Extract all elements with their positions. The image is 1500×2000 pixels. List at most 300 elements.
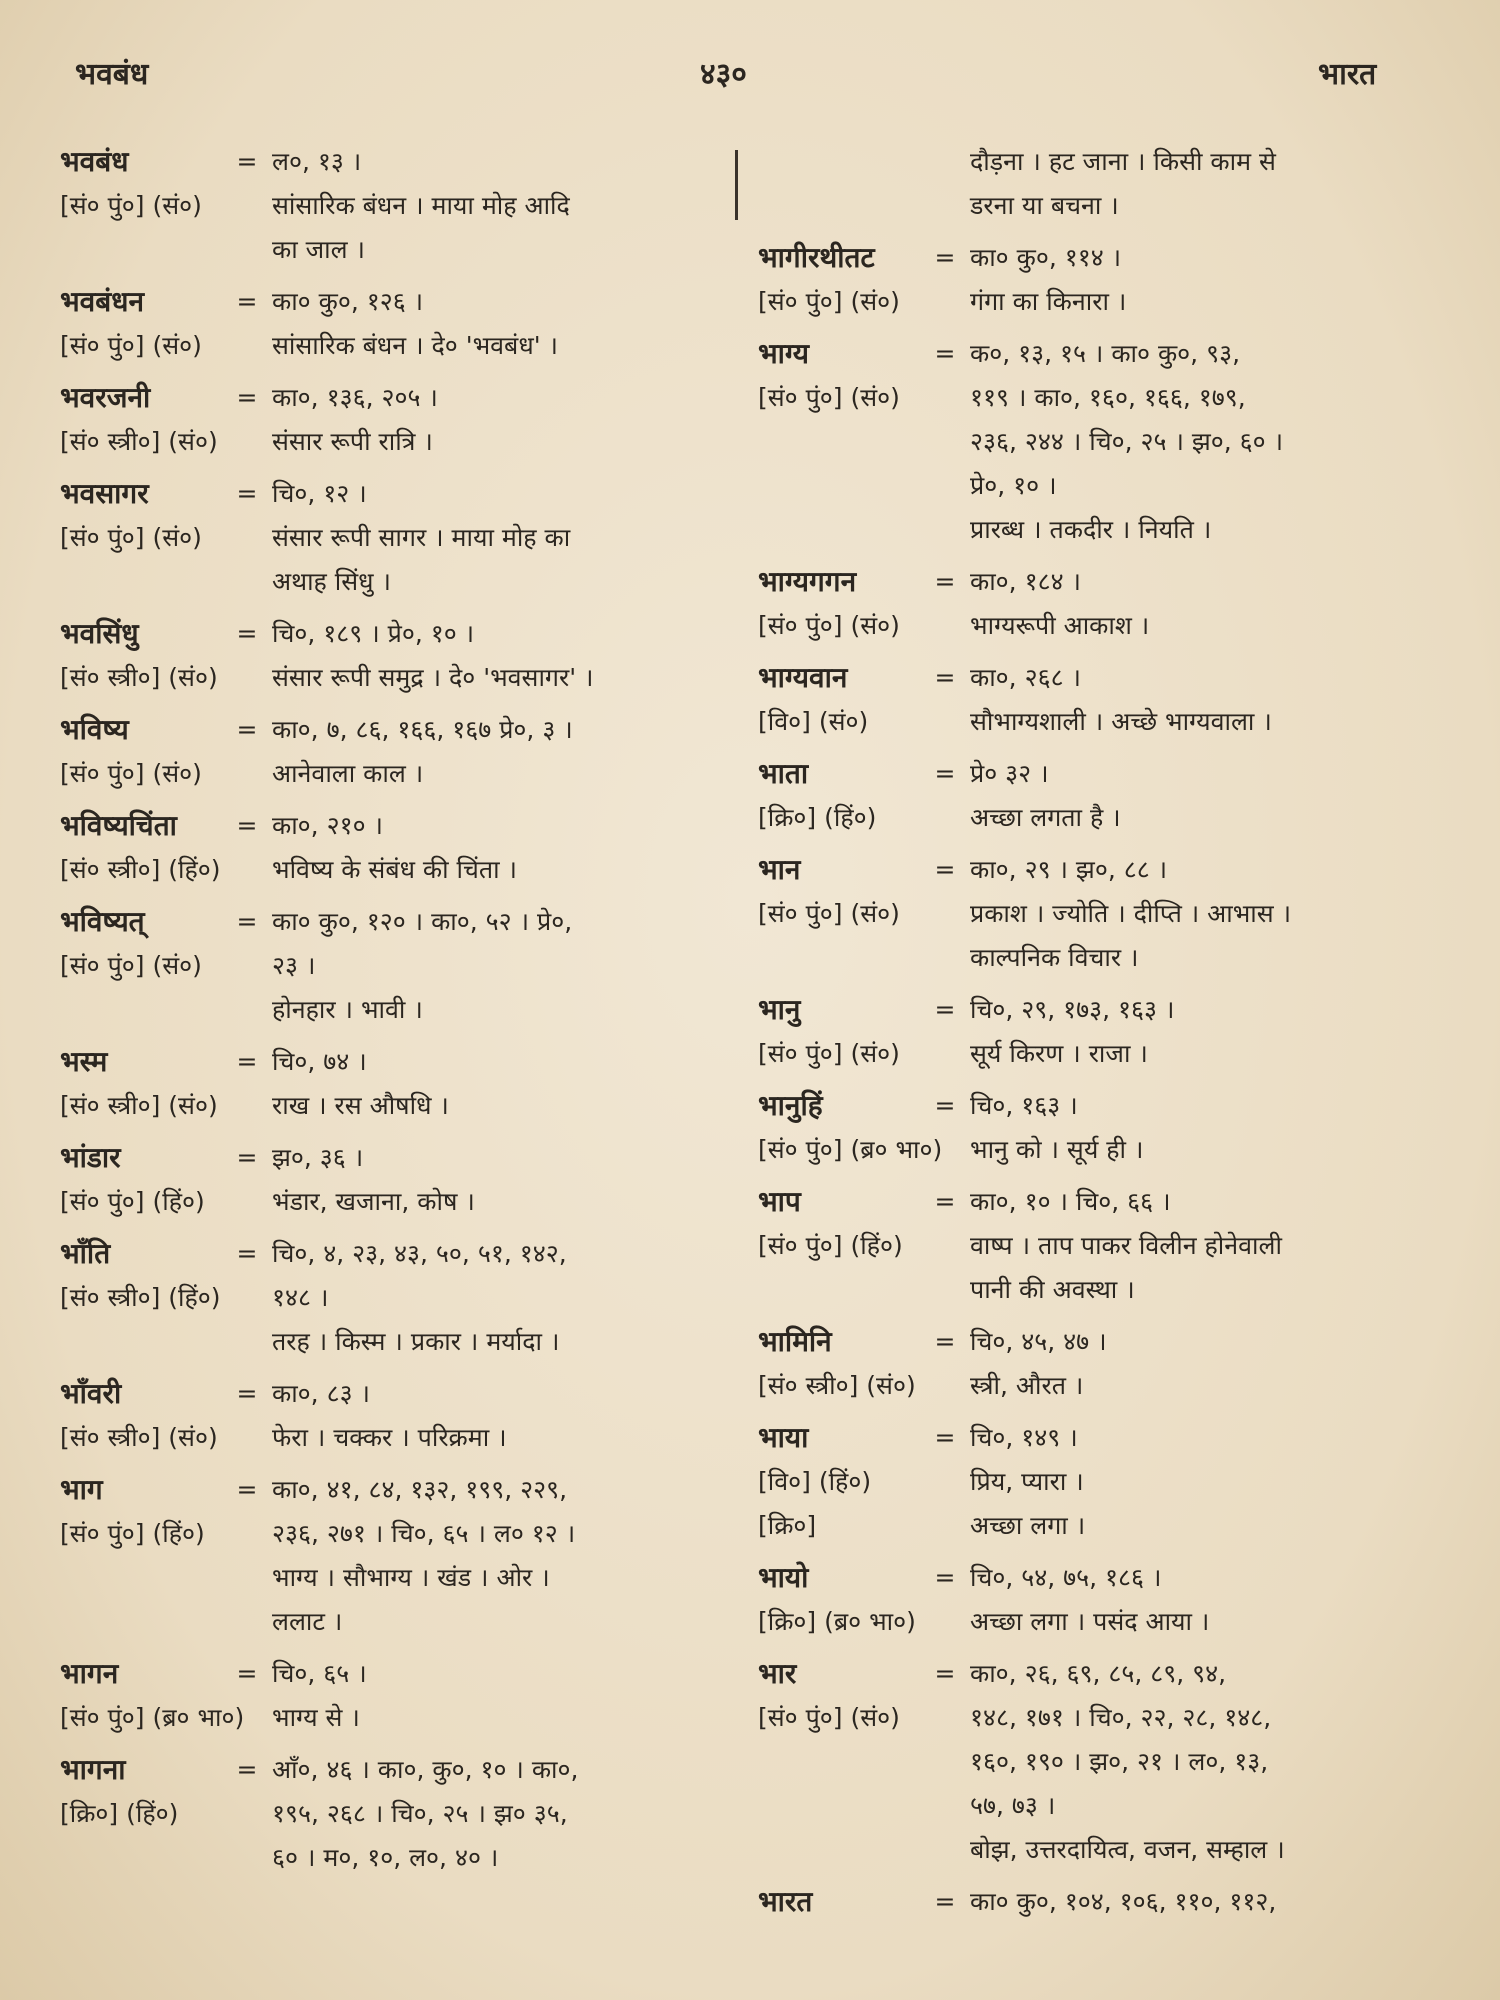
dictionary-entry (758, 332, 1423, 552)
dictionary-entry (60, 1232, 725, 1364)
entry-line (60, 1416, 725, 1460)
entry-line (60, 1180, 725, 1224)
references: चि०, २९, १७३, १६३ । (970, 995, 1175, 1024)
grammar-tag: [क्रि०] (हिं०) (758, 803, 877, 832)
entry-label (60, 1136, 272, 1180)
references: का०, २९ । झ०, ८८ । (970, 855, 1168, 884)
references: चि०, ५४, ७५, १८६ । (970, 1563, 1162, 1592)
dictionary-entry (60, 804, 725, 892)
entry-line (60, 708, 725, 752)
dictionary-entry (60, 900, 725, 1032)
equals-sign: = (934, 1563, 956, 1592)
equals-sign: = (236, 715, 258, 744)
definition-text: अच्छा लगता है । (970, 803, 1121, 832)
entry-line (60, 1040, 725, 1084)
equals-sign (930, 1268, 960, 1312)
entry-label (758, 1784, 970, 1828)
equals-sign: = (934, 1887, 956, 1916)
equals-sign (930, 796, 960, 840)
equals-sign (232, 516, 262, 560)
entry-label (758, 508, 970, 552)
headword: भानुहिं (758, 1089, 823, 1122)
dictionary-entry (60, 472, 725, 604)
headword: भानु (758, 993, 801, 1026)
definition-text: डरना या बचना । (970, 191, 1119, 220)
entry-line (60, 1084, 725, 1128)
references: का०, १० । चि०, ६६ । (970, 1187, 1171, 1216)
definition-text: २३ । (272, 951, 316, 980)
equals-sign (930, 420, 960, 464)
equals-sign: = (934, 243, 956, 272)
references: चि०, ७४ । (272, 1047, 367, 1076)
equals-sign: = (934, 567, 956, 596)
dictionary-entry (758, 1880, 1423, 1924)
entry-line (60, 804, 725, 848)
references: प्रे० ३२ । (970, 759, 1049, 788)
entry-line (60, 1600, 725, 1644)
entry-label (60, 1556, 272, 1600)
entry-line (758, 560, 1423, 604)
definition-text: अथाह सिंधु । (272, 567, 391, 596)
definition-text: काल्पनिक विचार । (970, 943, 1139, 972)
entry-line (758, 1180, 1423, 1224)
entry-line (60, 1320, 725, 1364)
entry-label (60, 900, 272, 944)
grammar-tag: [सं० स्त्री०] (हिं०) (60, 1283, 221, 1312)
equals-sign: = (934, 339, 956, 368)
headword: भाग्यवान (758, 661, 848, 694)
column-rule (735, 150, 738, 220)
entry-label (758, 988, 970, 1032)
entry-line (60, 280, 725, 324)
grammar-tag: [क्रि०] (हिं०) (60, 1799, 179, 1828)
entry-label (60, 184, 272, 228)
entry-label (60, 140, 272, 184)
equals-sign (930, 376, 960, 420)
grammar-tag: [सं० स्त्री०] (सं०) (60, 427, 218, 456)
entry-label (60, 324, 272, 368)
equals-sign (930, 508, 960, 552)
dictionary-entry (758, 988, 1423, 1076)
entry-label (60, 1468, 272, 1512)
entry-label (758, 280, 970, 324)
entry-line (758, 1364, 1423, 1408)
equals-sign (930, 1460, 960, 1504)
entry-label (60, 1652, 272, 1696)
definition-text: संसार रूपी रात्रि । (272, 427, 433, 456)
references: ल०, १३ । (272, 147, 362, 176)
entry-line (758, 1828, 1423, 1872)
entry-label (758, 1128, 970, 1172)
dictionary-entry (60, 1652, 725, 1740)
entry-line (60, 376, 725, 420)
definition-text: तरह । किस्म । प्रकार । मर्यादा । (272, 1327, 560, 1356)
definition-text: सांसारिक बंधन । माया मोह आदि (272, 191, 570, 220)
entry-label (60, 1180, 272, 1224)
definition-text: १९५, २६८ । चि०, २५ । झ० ३५, (272, 1799, 568, 1828)
entry-line (60, 656, 725, 700)
entry-line (758, 1696, 1423, 1740)
entry-line (60, 944, 725, 988)
entry-line (60, 1556, 725, 1600)
dictionary-entry (60, 1136, 725, 1224)
entry-label (60, 1084, 272, 1128)
dictionary-entry (758, 848, 1423, 980)
entry-line (758, 892, 1423, 936)
dictionary-entry (60, 708, 725, 796)
entry-line (60, 752, 725, 796)
equals-sign (232, 1600, 262, 1644)
references: का०, ४१, ८४, १३२, १९९, २२९, (272, 1475, 568, 1504)
equals-sign: = (934, 1423, 956, 1452)
equals-sign (930, 936, 960, 980)
equals-sign (930, 1032, 960, 1076)
entry-label (758, 936, 970, 980)
definition-text: भानु को । सूर्य ही । (970, 1135, 1144, 1164)
headword: भाग्य (758, 337, 810, 370)
definition-text: १४८ । (272, 1283, 329, 1312)
entry-line (60, 1748, 725, 1792)
definition-text: ११९ । का०, १६०, १६६, १७९, (970, 383, 1246, 412)
headword: भारत (758, 1885, 813, 1918)
entry-line (758, 988, 1423, 1032)
definition-text: भाग्यरूपी आकाश । (970, 611, 1150, 640)
grammar-tag: [सं० पुं०] (सं०) (60, 759, 202, 788)
entry-label (60, 1416, 272, 1460)
grammar-tag: [सं० स्त्री०] (सं०) (60, 1423, 218, 1452)
equals-sign: = (934, 995, 956, 1024)
entry-line (758, 936, 1423, 980)
references: चि०, १४९ । (970, 1423, 1078, 1452)
equals-sign (232, 1276, 262, 1320)
definition-text: अच्छा लगा । (970, 1511, 1086, 1540)
definition-text: फेरा । चक्कर । परिक्रमा । (272, 1423, 507, 1452)
equals-sign (930, 1364, 960, 1408)
entry-label (60, 1512, 272, 1556)
entry-line (758, 280, 1423, 324)
equals-sign (930, 1696, 960, 1740)
headword: भविष्यचिंता (60, 809, 177, 842)
headword: भवबंधन (60, 285, 145, 318)
entry-label (60, 848, 272, 892)
dictionary-entry (758, 1180, 1423, 1312)
definition-text: होनहार । भावी । (272, 995, 423, 1024)
headword: भामिनि (758, 1325, 832, 1358)
entry-label (758, 1460, 970, 1504)
entry-label (60, 1232, 272, 1276)
dictionary-entry (60, 1468, 725, 1644)
definition-text: आनेवाला काल । (272, 759, 424, 788)
entry-label (60, 804, 272, 848)
dictionary-entry (60, 1372, 725, 1460)
headword: भार (758, 1657, 797, 1690)
entry-line (60, 184, 725, 228)
definition-text: २३६, २४४ । चि०, २५ । झ०, ६० । (970, 427, 1284, 456)
grammar-tag: [सं० पुं०] (सं०) (60, 331, 202, 360)
equals-sign (232, 1512, 262, 1556)
entry-line (60, 560, 725, 604)
headword: भाग (60, 1473, 103, 1506)
grammar-tag: [सं० पुं०] (ब्र० भा०) (60, 1703, 245, 1732)
entry-label (60, 420, 272, 464)
dictionary-entry (60, 376, 725, 464)
grammar-tag: [सं० पुं०] (सं०) (758, 611, 900, 640)
definition-text: भाग्य । सौभाग्य । खंड । ओर । (272, 1563, 550, 1592)
entry-label (758, 604, 970, 648)
entry-line (758, 1784, 1423, 1828)
entry-line (758, 1556, 1423, 1600)
definition-text: सूर्य किरण । राजा । (970, 1039, 1148, 1068)
definition-text: अच्छा लगा । पसंद आया । (970, 1607, 1210, 1636)
running-head-left: भवबंध (75, 57, 149, 92)
entry-line (758, 332, 1423, 376)
right-column (758, 140, 1423, 1932)
definition-text: भविष्य के संबंध की चिंता । (272, 855, 518, 884)
headword: भाँवरी (60, 1377, 122, 1410)
headword: भवबंध (60, 145, 129, 178)
grammar-tag: [सं० स्त्री०] (सं०) (60, 663, 218, 692)
equals-sign (232, 184, 262, 228)
entry-label (60, 1600, 272, 1644)
entry-line (758, 848, 1423, 892)
definition-text: प्रकाश । ज्योति । दीप्ति । आभास । (970, 899, 1292, 928)
entry-label (758, 1828, 970, 1872)
entry-line (60, 1232, 725, 1276)
equals-sign (930, 184, 960, 228)
dictionary-entry (60, 612, 725, 700)
entry-line (60, 420, 725, 464)
definition-text: ५७, ७३ । (970, 1791, 1056, 1820)
entry-label (60, 1276, 272, 1320)
entry-line (758, 1268, 1423, 1312)
entry-label (60, 560, 272, 604)
references: चि०, ६५ । (272, 1659, 367, 1688)
entry-label (758, 848, 970, 892)
references: चि०, ४, २३, ४३, ५०, ५१, १४२, (272, 1239, 567, 1268)
equals-sign (930, 700, 960, 744)
equals-sign: = (236, 907, 258, 936)
entry-line (758, 1084, 1423, 1128)
entry-label (758, 1268, 970, 1312)
entry-line (758, 508, 1423, 552)
entry-label (758, 140, 970, 184)
entry-line (758, 604, 1423, 648)
equals-sign (930, 1224, 960, 1268)
entry-label (758, 1652, 970, 1696)
definition-text: राख । रस औषधि । (272, 1091, 449, 1120)
entry-label (758, 752, 970, 796)
equals-sign: = (236, 1143, 258, 1172)
definition-text: संसार रूपी समुद्र । दे० 'भवसागर' । (272, 663, 594, 692)
definition-text: वाष्प । ताप पाकर विलीन होनेवाली (970, 1231, 1282, 1260)
headword: भान (758, 853, 801, 886)
references: चि०, १८९ । प्रे०, १० । (272, 619, 475, 648)
equals-sign: = (934, 663, 956, 692)
headword: भायो (758, 1561, 809, 1594)
equals-sign (232, 324, 262, 368)
equals-sign (232, 1792, 262, 1836)
headword: भागीरथीतट (758, 241, 875, 274)
equals-sign: = (934, 1187, 956, 1216)
grammar-tag: [सं० पुं०] (सं०) (758, 287, 900, 316)
entry-label (758, 184, 970, 228)
entry-line (758, 1416, 1423, 1460)
dictionary-entry (758, 752, 1423, 840)
equals-sign (244, 1696, 262, 1740)
grammar-tag: [सं० पुं०] (ब्र० भा०) (758, 1135, 943, 1164)
entry-line (758, 656, 1423, 700)
entry-label (758, 1696, 970, 1740)
entry-label (758, 420, 970, 464)
entry-label (60, 280, 272, 324)
equals-sign (232, 1416, 262, 1460)
entry-label (60, 708, 272, 752)
equals-sign (930, 140, 960, 184)
grammar-tag: [सं० पुं०] (सं०) (60, 951, 202, 980)
dictionary-entry (758, 140, 1423, 228)
equals-sign (930, 464, 960, 508)
entry-label (758, 1504, 970, 1548)
entry-line (60, 516, 725, 560)
equals-sign: = (934, 855, 956, 884)
equals-sign (232, 848, 262, 892)
grammar-tag: [सं० स्त्री०] (सं०) (60, 1091, 218, 1120)
entry-label (60, 1836, 272, 1880)
references: चि०, ४५, ४७ । (970, 1327, 1107, 1356)
equals-sign: = (236, 1659, 258, 1688)
definition-text: ललाट । (272, 1607, 343, 1636)
definition-text: १४८, १७१ । चि०, २२, २८, १४८, (970, 1703, 1272, 1732)
grammar-tag: [सं० स्त्री०] (हिं०) (60, 855, 221, 884)
entry-line (758, 420, 1423, 464)
references: चि०, १६३ । (970, 1091, 1078, 1120)
entry-line (60, 1136, 725, 1180)
entry-label (60, 1748, 272, 1792)
references: का०, ७, ८६, १६६, १६७ प्रे०, ३ । (272, 715, 573, 744)
references: का० कु०, ११४ । (970, 243, 1122, 272)
grammar-tag: [वि०] (सं०) (758, 707, 869, 736)
definition-text: दौड़ना । हट जाना । किसी काम से (970, 147, 1276, 176)
equals-sign (930, 280, 960, 324)
equals-sign: = (236, 1379, 258, 1408)
entry-label (60, 1320, 272, 1364)
entry-line (60, 1652, 725, 1696)
dictionary-entry (758, 236, 1423, 324)
equals-sign (942, 1128, 960, 1172)
entry-label (758, 892, 970, 936)
headword: भाया (758, 1421, 809, 1454)
equals-sign: = (236, 147, 258, 176)
definition-text: संसार रूपी सागर । माया मोह का (272, 523, 571, 552)
references: का०, ८३ । (272, 1379, 370, 1408)
headword: भवसिंधु (60, 617, 139, 650)
equals-sign: = (934, 759, 956, 788)
references: का० कु०, १२६ । (272, 287, 424, 316)
dictionary-entry (758, 1320, 1423, 1408)
equals-sign (930, 1740, 960, 1784)
entry-label (758, 1180, 970, 1224)
entry-line (758, 1600, 1423, 1644)
entry-line (60, 1512, 725, 1556)
dictionary-entry (60, 140, 725, 272)
equals-sign (232, 420, 262, 464)
equals-sign (232, 1836, 262, 1880)
entry-label (758, 1084, 970, 1128)
equals-sign: = (236, 811, 258, 840)
equals-sign: = (236, 1047, 258, 1076)
definition-text: सौभाग्यशाली । अच्छे भाग्यवाला । (970, 707, 1272, 736)
references: आँ०, ४६ । का०, कु०, १० । का०, (272, 1755, 579, 1784)
definition-text: प्रारब्ध । तकदीर । नियति । (970, 515, 1212, 544)
definition-text: ६० । म०, १०, ल०, ४० । (272, 1843, 499, 1872)
headword: भविष्यत् (60, 905, 145, 938)
entry-line (758, 140, 1423, 184)
references: का०, १३६, २०५ । (272, 383, 438, 412)
dictionary-entry (60, 1748, 725, 1880)
definition-text: पानी की अवस्था । (970, 1275, 1135, 1304)
entry-label (60, 1792, 272, 1836)
entry-line (758, 1880, 1423, 1924)
entry-label (758, 332, 970, 376)
entry-line (60, 1792, 725, 1836)
definition-text: भाग्य से । (272, 1703, 360, 1732)
headword: भागना (60, 1753, 126, 1786)
references: झ०, ३६ । (272, 1143, 364, 1172)
definition-text: २३६, २७१ । चि०, ६५ । ल० १२ । (272, 1519, 576, 1548)
references: का० कु०, १०४, १०६, ११०, ११२, (970, 1887, 1277, 1916)
headword: भाँति (60, 1237, 111, 1270)
grammar-tag: [सं० पुं०] (हिं०) (60, 1519, 205, 1548)
entry-line (60, 1276, 725, 1320)
entry-label (758, 656, 970, 700)
entry-label (60, 988, 272, 1032)
definition-text: का जाल । (272, 235, 366, 264)
entry-line (60, 1836, 725, 1880)
entry-label (60, 516, 272, 560)
dictionary-entry (758, 1084, 1423, 1172)
headword: भाप (758, 1185, 801, 1218)
entry-label (758, 1556, 970, 1600)
left-column (60, 140, 725, 1888)
entry-line (60, 900, 725, 944)
headword: भाग्यगगन (758, 565, 857, 598)
grammar-tag: [सं० पुं०] (सं०) (758, 899, 900, 928)
grammar-tag: [सं० पुं०] (हिं०) (60, 1187, 205, 1216)
equals-sign: = (236, 1239, 258, 1268)
definition-text: भंडार, खजाना, कोष । (272, 1187, 475, 1216)
equals-sign: = (236, 287, 258, 316)
entry-label (758, 376, 970, 420)
entry-label (758, 560, 970, 604)
entry-line (60, 848, 725, 892)
equals-sign: = (934, 1091, 956, 1120)
definition-text: प्रिय, प्यारा । (970, 1467, 1084, 1496)
grammar-tag: [सं० पुं०] (सं०) (60, 523, 202, 552)
entry-line (758, 376, 1423, 420)
entry-line (60, 612, 725, 656)
grammar-tag: [सं० स्त्री०] (सं०) (758, 1371, 916, 1400)
entry-line (758, 752, 1423, 796)
equals-sign (930, 892, 960, 936)
entry-line (60, 472, 725, 516)
page-number: ४३० (700, 57, 747, 92)
equals-sign: = (934, 1327, 956, 1356)
headword: भागन (60, 1657, 119, 1690)
headword: भस्म (60, 1045, 108, 1078)
references: का० कु०, १२० । का०, ५२ । प्रे०, (272, 907, 573, 936)
dictionary-entry (758, 1416, 1423, 1548)
entry-label (60, 228, 272, 272)
